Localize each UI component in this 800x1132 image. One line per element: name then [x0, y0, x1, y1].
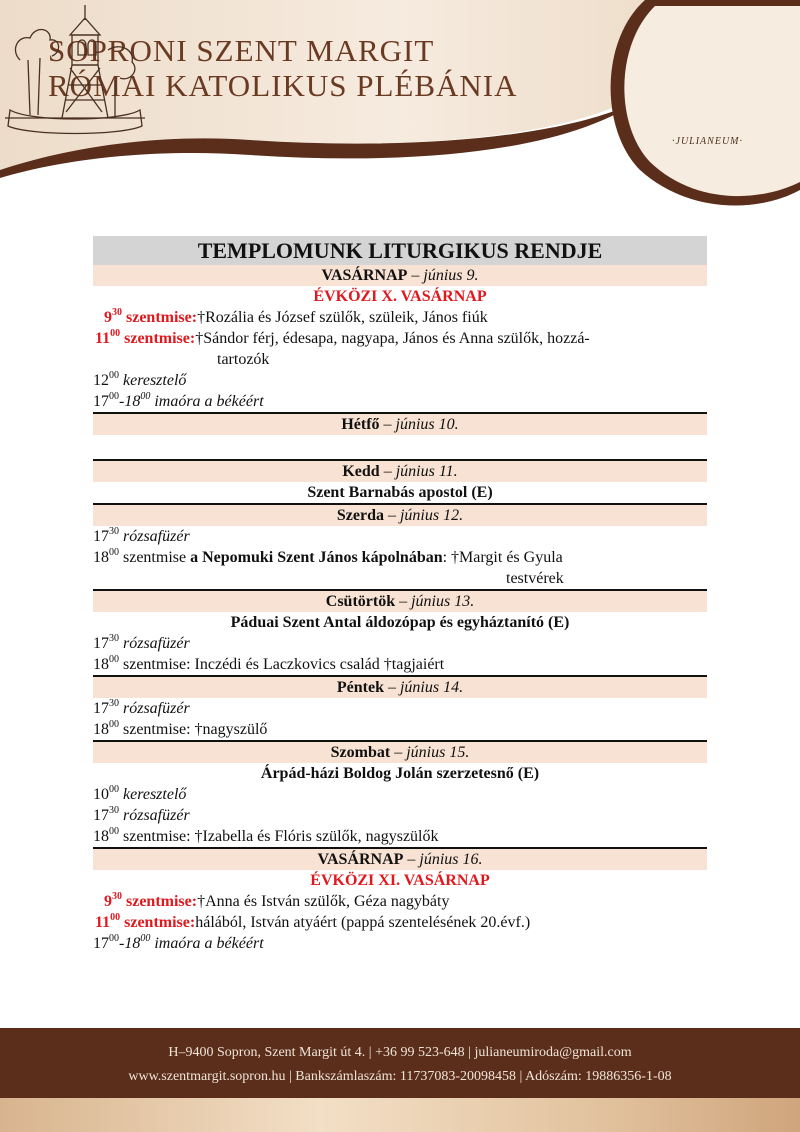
mass-intention: †Sándor férj, édesapa, nagyapa, János és Anna szülők, hozzá- [195, 330, 590, 347]
mass-time: $9^{30}$ szentmise: [104, 890, 198, 910]
day-name: VASÁRNAP [321, 267, 408, 284]
date-separator: – [407, 267, 424, 284]
baptism-entry: $10^{00}$ keresztelő [93, 783, 187, 803]
date-separator: – [403, 851, 420, 868]
mass-time: $11^{00}$ szentmise: [95, 327, 196, 347]
mass-entry: $18^{00}$ szentmise: †Izabella és Flóris szülők, nagyszülők [93, 825, 439, 845]
date-separator: – [383, 507, 400, 524]
day-date: június 14. [399, 679, 464, 696]
day-name: Csütörtök [325, 593, 396, 610]
date-separator: – [395, 593, 412, 610]
parish-name-line2: RÓMAI KATOLIKUS PLÉBÁNIA [48, 68, 518, 103]
date-separator: – [379, 463, 396, 480]
sunday-title: ÉVKÖZI XI. VASÁRNAP [310, 872, 490, 889]
day-header-saturday [93, 740, 707, 763]
day-header-thursday [93, 589, 707, 612]
footer-contact: H–9400 Sopron, Szent Margit út 4. | +36 99 523-648 | julianeumiroda@gmail.com [168, 1045, 632, 1060]
liturgy-schedule [93, 236, 707, 954]
mass-entry [93, 328, 707, 349]
day-date: június 15. [406, 744, 470, 761]
parish-name-line1: SOPRONI SZENT MARGIT [48, 33, 435, 68]
day-header-sunday-16 [93, 847, 707, 870]
logo-caption: ·JULIANEUM· [672, 136, 743, 147]
mass-entry [93, 307, 707, 328]
day-date: június 10. [395, 416, 459, 433]
mass-intention-continued: tartozók [217, 351, 270, 368]
day-date: június 9. [423, 267, 479, 284]
day-name: Hétfő [341, 416, 380, 433]
date-separator: – [390, 744, 407, 761]
mass-intention: †Rozália és József szülők, szüleik, János fiúk [197, 309, 488, 326]
day-name: Szombat [330, 744, 391, 761]
day-date: június 13. [411, 593, 475, 610]
rosary-entry: $17^{30}$ rózsafüzér [93, 804, 190, 824]
footer-decor-strip [0, 1098, 800, 1132]
rosary-entry: $17^{30}$ rózsafüzér [93, 525, 190, 545]
day-date: június 11. [395, 463, 458, 480]
day-header-sunday-9 [93, 265, 707, 286]
mass-entry [93, 891, 707, 912]
date-separator: – [383, 679, 400, 696]
day-header-tuesday [93, 459, 707, 482]
day-date: június 16. [419, 851, 483, 868]
rosary-entry: $17^{30}$ rózsafüzér [93, 632, 190, 652]
day-header-friday [93, 675, 707, 698]
mass-entry: $18^{00}$ szentmise a Nepomuki Szent János kápolnában: †Margit és Gyula [93, 546, 563, 566]
mass-entry [93, 912, 707, 933]
prayer-entry: $17^{00}-18^{00}$ imaóra a békéért [93, 932, 264, 952]
mass-intention: hálából, István atyáért (pappá szentelésének 20.évf.) [195, 914, 531, 931]
prayer-entry: $17^{00}-18^{00}$ imaóra a békéért [93, 390, 264, 410]
date-separator: – [379, 416, 396, 433]
rosary-entry: $17^{30}$ rózsafüzér [93, 697, 190, 717]
day-name: Kedd [342, 463, 380, 480]
page-header [0, 0, 800, 215]
feast-line: Szent Barnabás apostol (E) [307, 484, 493, 501]
feast-line: Páduai Szent Antal áldozópap és egyháztanító (E) [230, 614, 570, 631]
day-header-wednesday [93, 503, 707, 526]
sunday-title: ÉVKÖZI X. VASÁRNAP [313, 288, 487, 305]
day-name: Péntek [336, 679, 384, 696]
footer-bank-info: www.szentmargit.sopron.hu | Bankszámlaszám: 11737083-20098458 | Adószám: 19886356-1-08 [128, 1069, 672, 1084]
mass-time: $9^{30}$ szentmise: [104, 306, 198, 326]
schedule-title: TEMPLOMUNK LITURGIKUS RENDJE [93, 236, 707, 265]
mass-intention: †Anna és István szülők, Géza nagybáty [197, 893, 450, 910]
day-name: Szerda [336, 507, 384, 524]
baptism-entry: $12^{00}$ keresztelő [93, 369, 187, 389]
feast-line: Árpád-házi Boldog Jolán szerzetesnő (E) [260, 765, 540, 782]
day-name: VASÁRNAP [317, 851, 404, 868]
mass-entry: $18^{00}$ szentmise: Inczédi és Laczkovics család †tagjaiért [93, 653, 445, 673]
julianeum-logo [0, 0, 150, 150]
day-date: június 12. [399, 507, 464, 524]
day-header-monday [93, 412, 707, 435]
mass-time: $11^{00}$ szentmise: [95, 911, 196, 931]
mass-entry: $18^{00}$ szentmise: †nagyszülő [93, 718, 268, 738]
mass-intention-continued: testvérek [506, 570, 564, 587]
empty-day [93, 435, 707, 459]
